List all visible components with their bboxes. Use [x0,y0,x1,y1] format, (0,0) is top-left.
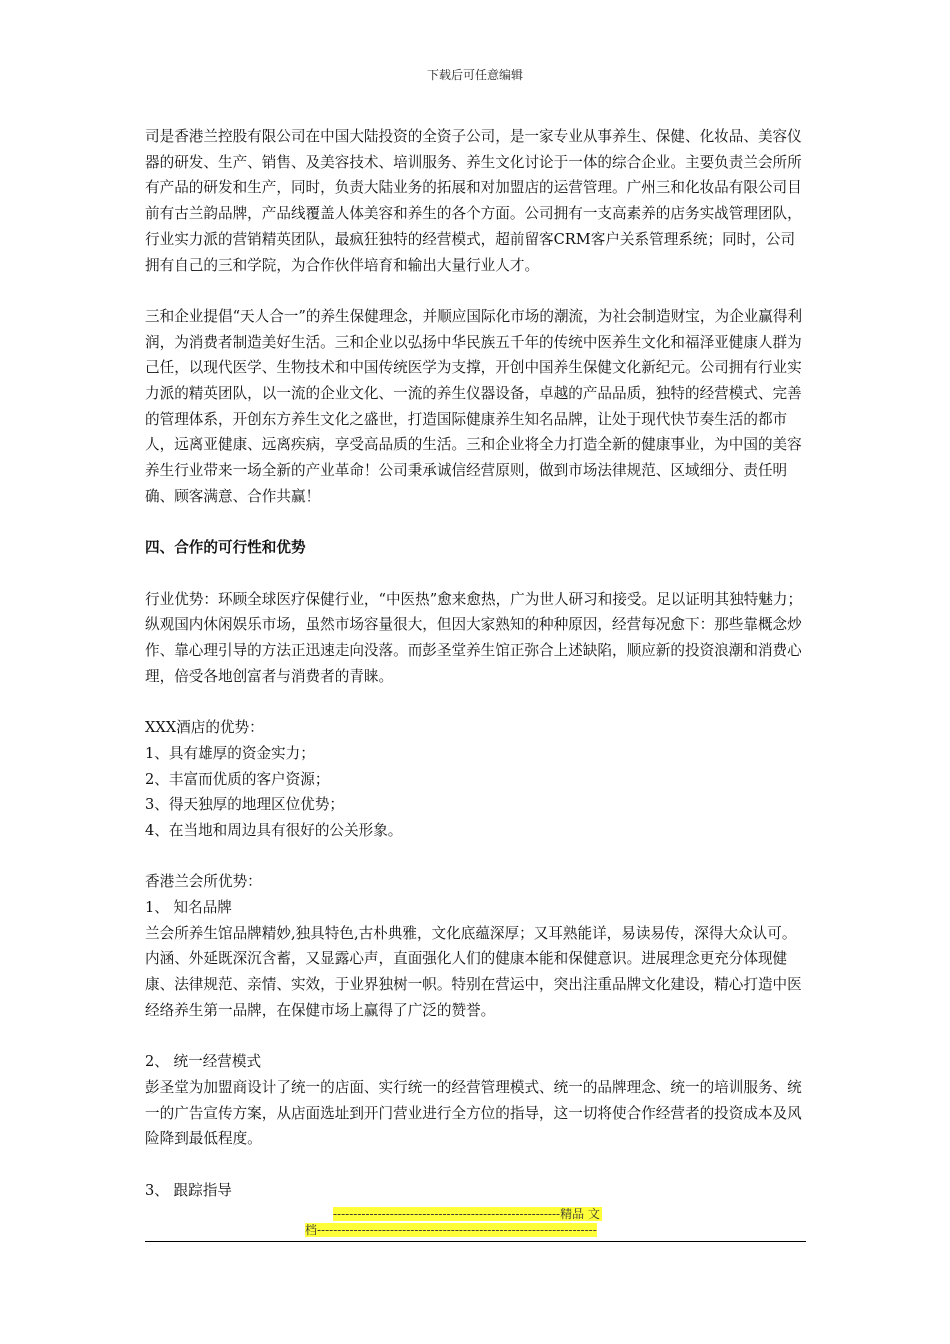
club-advantage-title: 香港兰会所优势： [145,873,262,891]
footer-watermark [305,1206,602,1238]
page-header: 下载后可任意编辑 [426,68,523,82]
footer-line-1: --------------------------------------------------------精品 文 [333,1207,600,1221]
list-item: 2、丰富而优质的客户资源； [145,770,330,788]
list-item: 4、在当地和周边具有很好的公关形象。 [145,821,403,839]
list-item: 3、得天独厚的地理区位优势； [145,796,345,814]
unified-model-paragraph: 彭圣堂为加盟商设计了统一的店面、实行统一的经营管理模式、统一的品牌理念、统一的培训服务、统一的广告宣传方案，从店面选址到开门营业进行全方位的指导，这一切将使合作经营者的投资成本及风险降到最低程度。 [145,1078,802,1148]
footer-line-2: 档--------------------------------------------------------------------- [305,1223,597,1237]
club-item-title: 1、 知名品牌 [145,899,232,917]
brand-paragraph: 兰会所养生馆品牌精妙,独具特色,古朴典雅，文化底蕴深厚；又耳熟能详，易读易传，深得大众认可。内涵、外延既深沉含蓄，又显露心声，直面强化人们的健康本能和保健意识。进展理念更充分体现健康、法律规范、亲情、实效，于业界独树一帜。特别在营运中，突出注重品牌文化建设，精心打造中医经络养生第一品牌，在保健市场上赢得了广泛的赞誉。 [145,924,802,1019]
hotel-advantage-title: XXX酒店的优势： [145,719,264,737]
club-item-title: 2、 统一经营模式 [145,1053,262,1071]
document-body [145,124,809,1203]
club-item-title: 3、 跟踪指导 [145,1181,232,1199]
section-heading: 四、合作的可行性和优势 [145,539,306,557]
industry-advantage-paragraph: 行业优势：环顾全球医疗保健行业，“中医热”愈来愈热，广为世人研习和接受。足以证明其独特魅力；纵观国内休闲娱乐市场，虽然市场容量很大，但因大家熟知的种种原因，经营每况愈下：那些靠概念炒作、靠心理引导的方法正迅速走向没落。而彭圣堂养生馆正弥合上述缺陷，顺应新的投资浪潮和消费心理，倍受各地创富者与消费者的青睐。 [145,590,803,685]
footer-divider [145,1241,806,1242]
company-intro-paragraph: 司是香港兰控股有限公司在中国大陆投资的全资子公司，是一家专业从事养生、保健、化妆品、美容仪器的研发、生产、销售、及美容技术、培训服务、养生文化讨论于一体的综合企业。主要负责兰会所所有产品的研发和生产，同时，负责大陆业务的拓展和对加盟店的运营管理。广州三和化妆品有限公司目前有古兰韵品牌，产品线覆盖人体美容和养生的各个方面。公司拥有一支高素养的店务实战管理团队，行业实力派的营销精英团队，最疯狂独特的经营模式，超前留客CRM客户关系管理系统；同时，公司拥有自己的三和学院，为合作伙伴培育和输出大量行业人才。 [145,128,802,274]
company-philosophy-paragraph: 三和企业提倡“天人合一”的养生保健理念，并顺应国际化市场的潮流，为社会制造财宝，为企业赢得利润，为消费者制造美好生活。三和企业以弘扬中华民族五千年的传统中医养生文化和福泽亚健康人群为己任，以现代医学、生物技术和中国传统医学为支撑，开创中国养生保健文化新纪元。公司拥有行业实力派的精英团队，以一流的企业文化、一流的养生仪器设备，卓越的产品品质，独特的经营模式、完善的管理体系，开创东方养生文化之盛世，打造国际健康养生知名品牌，让处于现代快节奏生活的都市人，远离亚健康、远离疾病，享受高品质的生活。三和企业将全力打造全新的健康事业，为中国的美容养生行业带来一场全新的产业革命！公司秉承诚信经营原则，做到市场法律规范、区域细分、责任明确、顾客满意、合作共赢！ [145,307,803,505]
list-item: 1、具有雄厚的资金实力； [145,744,315,762]
